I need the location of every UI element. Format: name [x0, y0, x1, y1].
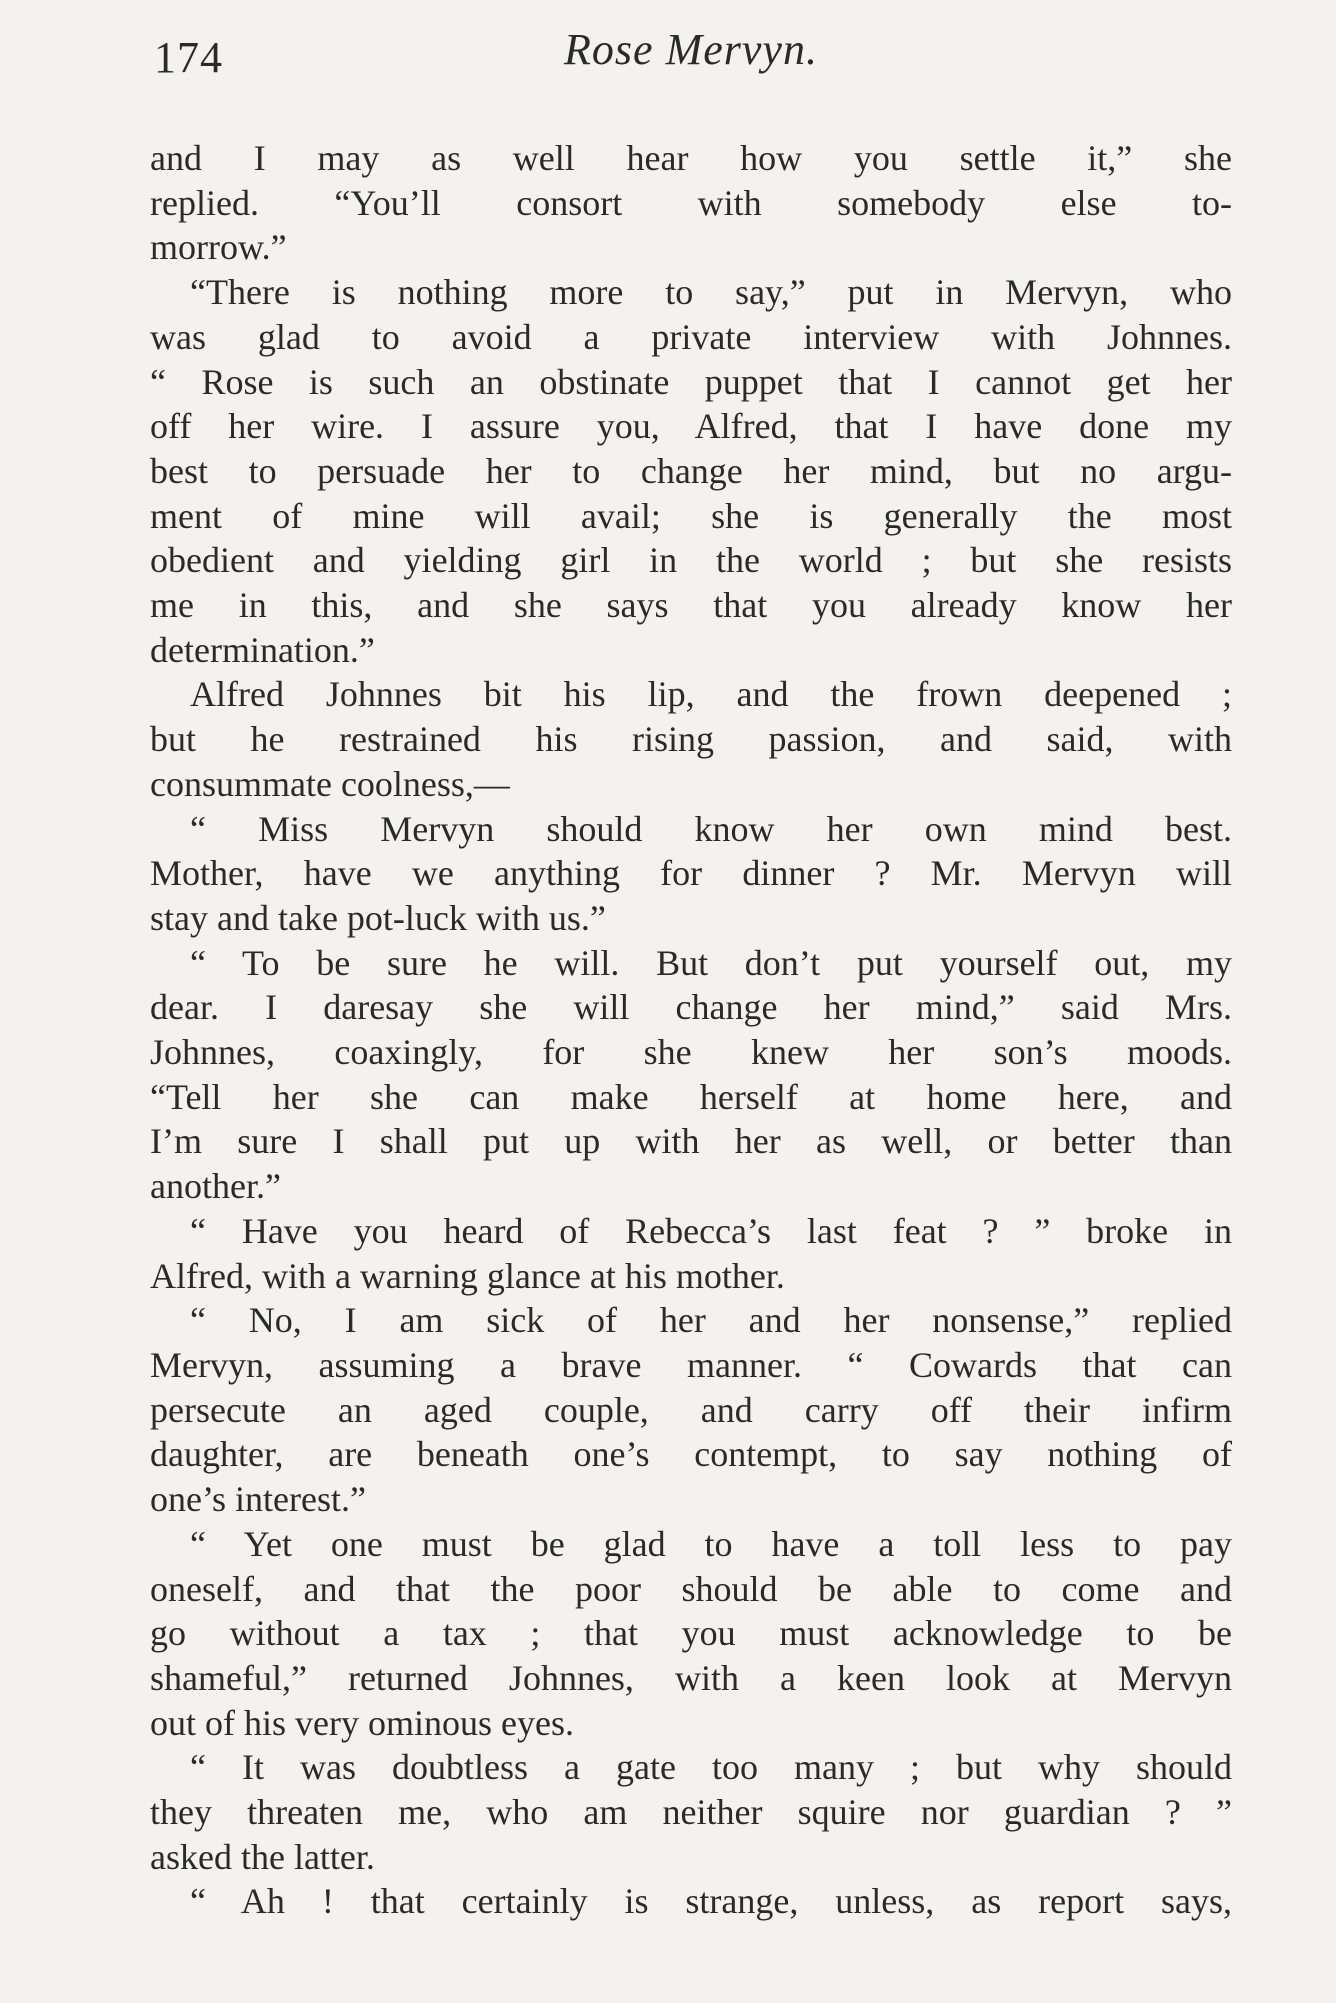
text-line: dear. I daresay she will change her mind,” said Mrs. [150, 987, 1232, 1028]
body-text [150, 136, 1232, 1924]
text-line: oneself, and that the poor should be able to come and [150, 1568, 1232, 1609]
text-line: Mother, have we anything for dinner ? Mr. Mervyn will [150, 853, 1232, 894]
text-line: “ Ah ! that certainly is strange, unless, as report says, [190, 1881, 1232, 1922]
text-line: “There is nothing more to say,” put in Mervyn, who [190, 272, 1232, 313]
page-header [150, 24, 1232, 94]
text-line: “Tell her she can make herself at home here, and [150, 1076, 1232, 1117]
text-line: Alfred, with a warning glance at his mother. [150, 1255, 785, 1296]
text-line: one’s interest.” [150, 1479, 366, 1520]
text-line: another.” [150, 1166, 281, 1207]
text-line: “ To be sure he will. But don’t put yourself out, my [190, 942, 1232, 983]
text-line: me in this, and she says that you already know her [150, 585, 1232, 626]
text-line: I’m sure I shall put up with her as well, or better than [150, 1121, 1232, 1162]
text-line: and I may as well hear how you settle it,” she [150, 138, 1232, 178]
text-line: out of his very ominous eyes. [150, 1702, 574, 1743]
text-line: “ Rose is such an obstinate puppet that I cannot get her [150, 361, 1232, 402]
text-line: asked the latter. [150, 1836, 375, 1877]
text-line: “ Have you heard of Rebecca’s last feat ? ” broke in [190, 1210, 1232, 1251]
text-line: “ It was doubtless a gate too many ; but why should [190, 1747, 1232, 1788]
text-line: daughter, are beneath one’s contempt, to say nothing of [150, 1434, 1232, 1475]
text-line: Johnnes, coaxingly, for she knew her son’s moods. [150, 1032, 1232, 1073]
text-line: Alfred Johnnes bit his lip, and the frown deepened ; [190, 674, 1232, 715]
text-line: “ Yet one must be glad to have a toll less to pay [190, 1523, 1232, 1564]
text-line: Mervyn, assuming a brave manner. “ Cowards that can [150, 1344, 1232, 1385]
text-line: morrow.” [150, 227, 287, 268]
text-line: go without a tax ; that you must acknowledge to be [150, 1613, 1232, 1654]
text-line: obedient and yielding girl in the world ; but she resists [150, 540, 1232, 581]
page-number: 174 [154, 33, 223, 82]
text-line: shameful,” returned Johnnes, with a keen look at Mervyn [150, 1657, 1232, 1698]
text-line: they threaten me, who am neither squire nor guardian ? ” [150, 1792, 1232, 1833]
text-line: stay and take pot-luck with us.” [150, 897, 606, 938]
text-line: “ Miss Mervyn should know her own mind best. [190, 808, 1232, 849]
text-line: was glad to avoid a private interview with Johnnes. [150, 316, 1232, 357]
text-line: “ No, I am sick of her and her nonsense,” replied [190, 1300, 1232, 1341]
text-line: but he restrained his rising passion, and said, with [150, 719, 1232, 760]
running-title: Rose Mervyn. [564, 25, 818, 74]
text-line: persecute an aged couple, and carry off their infirm [150, 1389, 1232, 1430]
text-line: off her wire. I assure you, Alfred, that I have done my [150, 406, 1232, 447]
text-line: consummate coolness,— [150, 763, 510, 804]
book-page [150, 24, 1232, 1924]
text-line: best to persuade her to change her mind, but no argu- [150, 450, 1232, 491]
text-line: replied. “You’ll consort with somebody else to- [150, 182, 1232, 223]
text-line: ment of mine will avail; she is generally the most [150, 495, 1232, 536]
text-line: determination.” [150, 629, 375, 670]
